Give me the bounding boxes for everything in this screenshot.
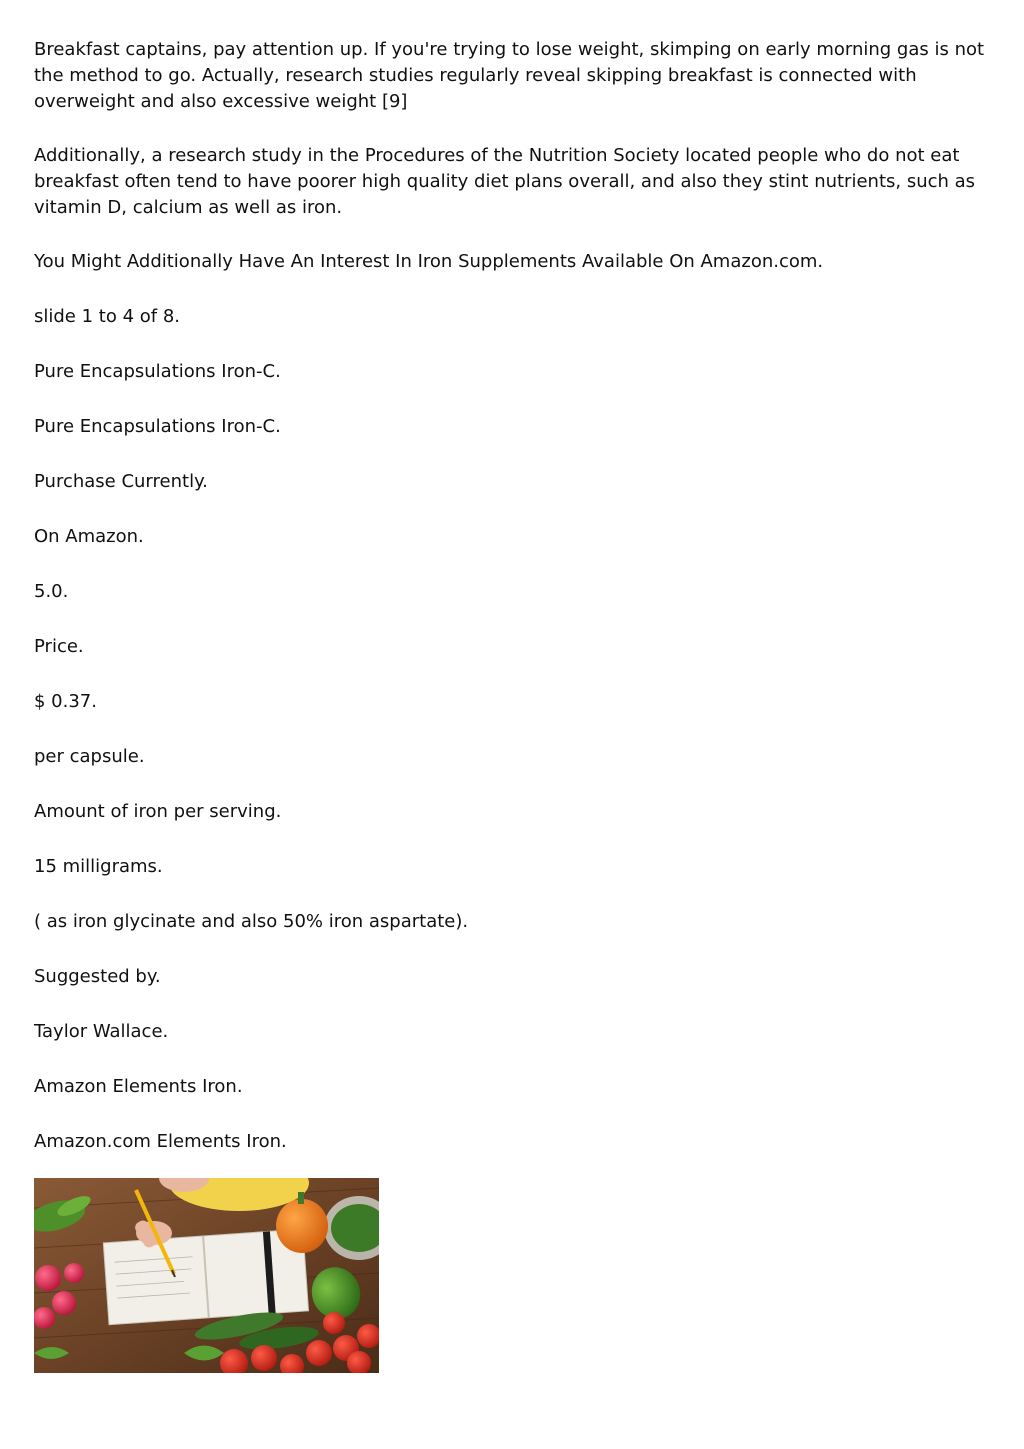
- line-store: On Amazon.: [34, 526, 144, 547]
- line-next-product: Amazon Elements Iron.: [34, 1076, 243, 1097]
- line-iron-form: ( as iron glycinate and also 50% iron aspartate).: [34, 911, 469, 932]
- paragraph-breakfast: Breakfast captains, pay attention up. If you're trying to lose weight, skimping on early morning gas is not the method to go. Actually, research studies regularly reveal skipping breakfast is connected with overweight and also excessive weight [9]: [34, 39, 985, 112]
- line-product-name: Pure Encapsulations Iron-C.: [34, 361, 281, 382]
- paragraph-nutrition-study: Additionally, a research study in the Procedures of the Nutrition Society located people who do not eat breakfast often tend to have poorer high quality diet plans overall, and also they stint nutrients, such as vitamin D, calcium as well as iron.: [34, 145, 976, 218]
- line-suggester-name: Taylor Wallace.: [34, 1021, 169, 1042]
- line-purchase: Purchase Currently.: [34, 471, 208, 492]
- line-price-unit: per capsule.: [34, 746, 145, 767]
- line-iron-amount-value: 15 milligrams.: [34, 856, 163, 877]
- line-related-products: You Might Additionally Have An Interest In Iron Supplements Available On Amazon.com.: [34, 251, 824, 272]
- line-next-product-repeat: Amazon.com Elements Iron.: [34, 1131, 287, 1152]
- line-slide-counter: slide 1 to 4 of 8.: [34, 306, 180, 327]
- line-product-name-repeat: Pure Encapsulations Iron-C.: [34, 416, 281, 437]
- line-price-label: Price.: [34, 636, 84, 657]
- line-iron-amount-label: Amount of iron per serving.: [34, 801, 282, 822]
- food-notebook-photo: [34, 1178, 379, 1373]
- article-body: [34, 37, 990, 1184]
- line-suggested-by: Suggested by.: [34, 966, 161, 987]
- line-rating: 5.0.: [34, 581, 69, 602]
- line-price-value: $ 0.37.: [34, 691, 97, 712]
